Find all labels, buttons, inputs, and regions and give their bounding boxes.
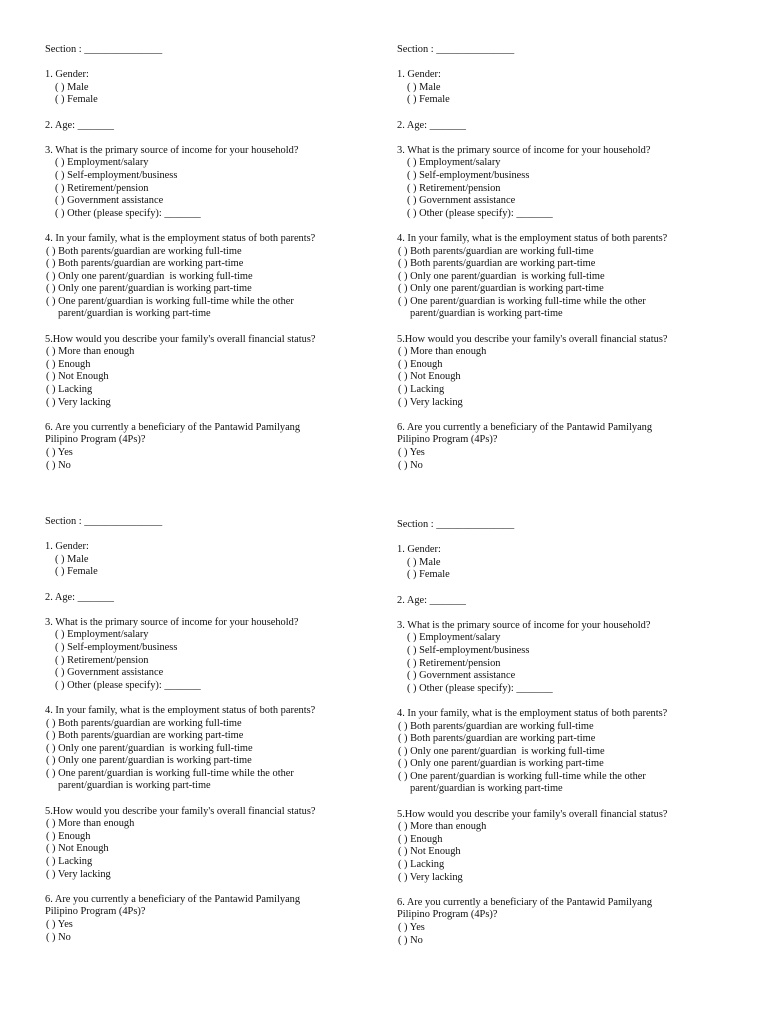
option-one-part-time: ( ) Only one parent/guardian is working part-time	[46, 755, 252, 767]
section-field: Section : _______________	[397, 519, 515, 530]
option-yes: ( ) Yes	[398, 922, 425, 933]
option-lacking: ( ) Lacking	[46, 856, 93, 868]
option-not-enough: ( ) Not Enough	[398, 371, 461, 383]
question-4ps-line2: Pilipino Program (4Ps)?	[45, 434, 146, 446]
option-both-full-time: ( ) Both parents/guardian are working full-time	[46, 717, 242, 729]
option-very-lacking: ( ) Very lacking	[46, 396, 111, 408]
option-one-part-time: ( ) Only one parent/guardian is working part-time	[46, 283, 252, 295]
option-government: ( ) Government assistance	[55, 667, 164, 679]
section-field: Section : _______________	[45, 44, 163, 55]
option-retirement: ( ) Retirement/pension	[55, 654, 149, 666]
survey-form-3	[45, 516, 405, 944]
option-both-full-time: ( ) Both parents/guardian are working full-time	[398, 720, 594, 732]
question-income-source: 3. What is the primary source of income for your household?	[45, 144, 299, 156]
survey-form-1	[45, 44, 405, 472]
question-income-source: 3. What is the primary source of income for your household?	[397, 144, 651, 156]
question-4ps-line2: Pilipino Program (4Ps)?	[397, 909, 498, 921]
option-employment: ( ) Employment/salary	[407, 157, 501, 169]
question-gender: 1. Gender:	[397, 544, 441, 556]
survey-form-2	[397, 44, 757, 472]
question-financial-status: 5.How would you describe your family's overall financial status?	[397, 333, 668, 345]
option-both-part-time: ( ) Both parents/guardian are working part-time	[398, 733, 596, 745]
option-lacking: ( ) Lacking	[398, 859, 445, 871]
option-very-lacking: ( ) Very lacking	[398, 871, 463, 883]
question-employment-status: 4. In your family, what is the employment status of both parents?	[45, 704, 316, 716]
option-both-full-time: ( ) Both parents/guardian are working full-time	[398, 245, 594, 257]
option-one-full-time: ( ) Only one parent/guardian is working full-time	[46, 270, 253, 282]
option-yes: ( ) Yes	[46, 447, 73, 458]
option-other: ( ) Other (please specify): _______	[407, 207, 553, 219]
question-4ps-line1: 6. Are you currently a beneficiary of the Pantawid Pamilyang	[397, 421, 653, 433]
option-lacking: ( ) Lacking	[398, 384, 445, 396]
option-self-employment: ( ) Self-employment/business	[55, 169, 178, 181]
option-more-than-enough: ( ) More than enough	[46, 818, 135, 830]
question-4ps-line2: Pilipino Program (4Ps)?	[45, 906, 146, 918]
option-both-part-time: ( ) Both parents/guardian are working part-time	[46, 730, 244, 742]
question-financial-status: 5.How would you describe your family's overall financial status?	[397, 808, 668, 820]
option-male: ( ) Male	[407, 81, 441, 93]
option-both-full-time: ( ) Both parents/guardian are working full-time	[46, 245, 242, 257]
question-age: 2. Age: _______	[397, 119, 466, 131]
option-one-full-time: ( ) Only one parent/guardian is working full-time	[398, 745, 605, 757]
option-mixed-continued: parent/guardian is working part-time	[58, 308, 211, 320]
option-mixed: ( ) One parent/guardian is working full-time while the other	[398, 770, 646, 782]
option-retirement: ( ) Retirement/pension	[407, 657, 501, 669]
option-enough: ( ) Enough	[46, 358, 91, 370]
option-male: ( ) Male	[55, 81, 89, 93]
option-one-part-time: ( ) Only one parent/guardian is working part-time	[398, 758, 604, 770]
question-4ps-line1: 6. Are you currently a beneficiary of the Pantawid Pamilyang	[45, 893, 301, 905]
section-field: Section : _______________	[397, 44, 515, 55]
question-4ps-line2: Pilipino Program (4Ps)?	[397, 434, 498, 446]
option-self-employment: ( ) Self-employment/business	[407, 169, 530, 181]
option-retirement: ( ) Retirement/pension	[407, 182, 501, 194]
question-age: 2. Age: _______	[45, 119, 114, 131]
option-mixed-continued: parent/guardian is working part-time	[58, 780, 211, 792]
option-mixed: ( ) One parent/guardian is working full-time while the other	[46, 295, 294, 307]
question-age: 2. Age: _______	[45, 591, 114, 603]
option-no: ( ) No	[46, 931, 71, 943]
option-female: ( ) Female	[407, 94, 450, 106]
section-field: Section : _______________	[45, 516, 163, 527]
option-one-part-time: ( ) Only one parent/guardian is working part-time	[398, 283, 604, 295]
option-enough: ( ) Enough	[398, 833, 443, 845]
option-both-part-time: ( ) Both parents/guardian are working part-time	[46, 258, 244, 270]
option-mixed-continued: parent/guardian is working part-time	[410, 308, 563, 320]
question-financial-status: 5.How would you describe your family's overall financial status?	[45, 333, 316, 345]
option-one-full-time: ( ) Only one parent/guardian is working full-time	[398, 270, 605, 282]
option-mixed: ( ) One parent/guardian is working full-time while the other	[398, 295, 646, 307]
question-employment-status: 4. In your family, what is the employment status of both parents?	[45, 232, 316, 244]
question-4ps-line1: 6. Are you currently a beneficiary of the Pantawid Pamilyang	[397, 896, 653, 908]
option-male: ( ) Male	[55, 553, 89, 565]
question-income-source: 3. What is the primary source of income for your household?	[45, 616, 299, 628]
question-employment-status: 4. In your family, what is the employment status of both parents?	[397, 707, 668, 719]
option-one-full-time: ( ) Only one parent/guardian is working full-time	[46, 742, 253, 754]
option-female: ( ) Female	[55, 566, 98, 578]
option-female: ( ) Female	[55, 94, 98, 106]
option-yes: ( ) Yes	[46, 919, 73, 930]
option-government: ( ) Government assistance	[55, 195, 164, 207]
option-more-than-enough: ( ) More than enough	[398, 821, 487, 833]
option-yes: ( ) Yes	[398, 447, 425, 458]
option-retirement: ( ) Retirement/pension	[55, 182, 149, 194]
option-male: ( ) Male	[407, 556, 441, 568]
option-employment: ( ) Employment/salary	[55, 629, 149, 641]
option-mixed-continued: parent/guardian is working part-time	[410, 783, 563, 795]
option-not-enough: ( ) Not Enough	[398, 846, 461, 858]
question-employment-status: 4. In your family, what is the employment status of both parents?	[397, 232, 668, 244]
option-self-employment: ( ) Self-employment/business	[407, 644, 530, 656]
option-government: ( ) Government assistance	[407, 195, 516, 207]
survey-form-4	[397, 519, 757, 947]
question-gender: 1. Gender:	[397, 69, 441, 81]
option-not-enough: ( ) Not Enough	[46, 371, 109, 383]
question-gender: 1. Gender:	[45, 69, 89, 81]
option-mixed: ( ) One parent/guardian is working full-time while the other	[46, 767, 294, 779]
option-lacking: ( ) Lacking	[46, 384, 93, 396]
option-both-part-time: ( ) Both parents/guardian are working part-time	[398, 258, 596, 270]
option-no: ( ) No	[46, 459, 71, 471]
option-female: ( ) Female	[407, 569, 450, 581]
option-employment: ( ) Employment/salary	[407, 632, 501, 644]
option-employment: ( ) Employment/salary	[55, 157, 149, 169]
question-age: 2. Age: _______	[397, 594, 466, 606]
question-financial-status: 5.How would you describe your family's overall financial status?	[45, 805, 316, 817]
option-more-than-enough: ( ) More than enough	[46, 346, 135, 358]
option-no: ( ) No	[398, 459, 423, 471]
option-government: ( ) Government assistance	[407, 670, 516, 682]
option-very-lacking: ( ) Very lacking	[398, 396, 463, 408]
question-4ps-line1: 6. Are you currently a beneficiary of the Pantawid Pamilyang	[45, 421, 301, 433]
option-no: ( ) No	[398, 934, 423, 946]
option-not-enough: ( ) Not Enough	[46, 843, 109, 855]
option-other: ( ) Other (please specify): _______	[55, 207, 201, 219]
option-enough: ( ) Enough	[398, 358, 443, 370]
option-very-lacking: ( ) Very lacking	[46, 868, 111, 880]
question-income-source: 3. What is the primary source of income for your household?	[397, 619, 651, 631]
option-more-than-enough: ( ) More than enough	[398, 346, 487, 358]
question-gender: 1. Gender:	[45, 541, 89, 553]
option-self-employment: ( ) Self-employment/business	[55, 641, 178, 653]
option-other: ( ) Other (please specify): _______	[407, 682, 553, 694]
option-other: ( ) Other (please specify): _______	[55, 679, 201, 691]
option-enough: ( ) Enough	[46, 830, 91, 842]
